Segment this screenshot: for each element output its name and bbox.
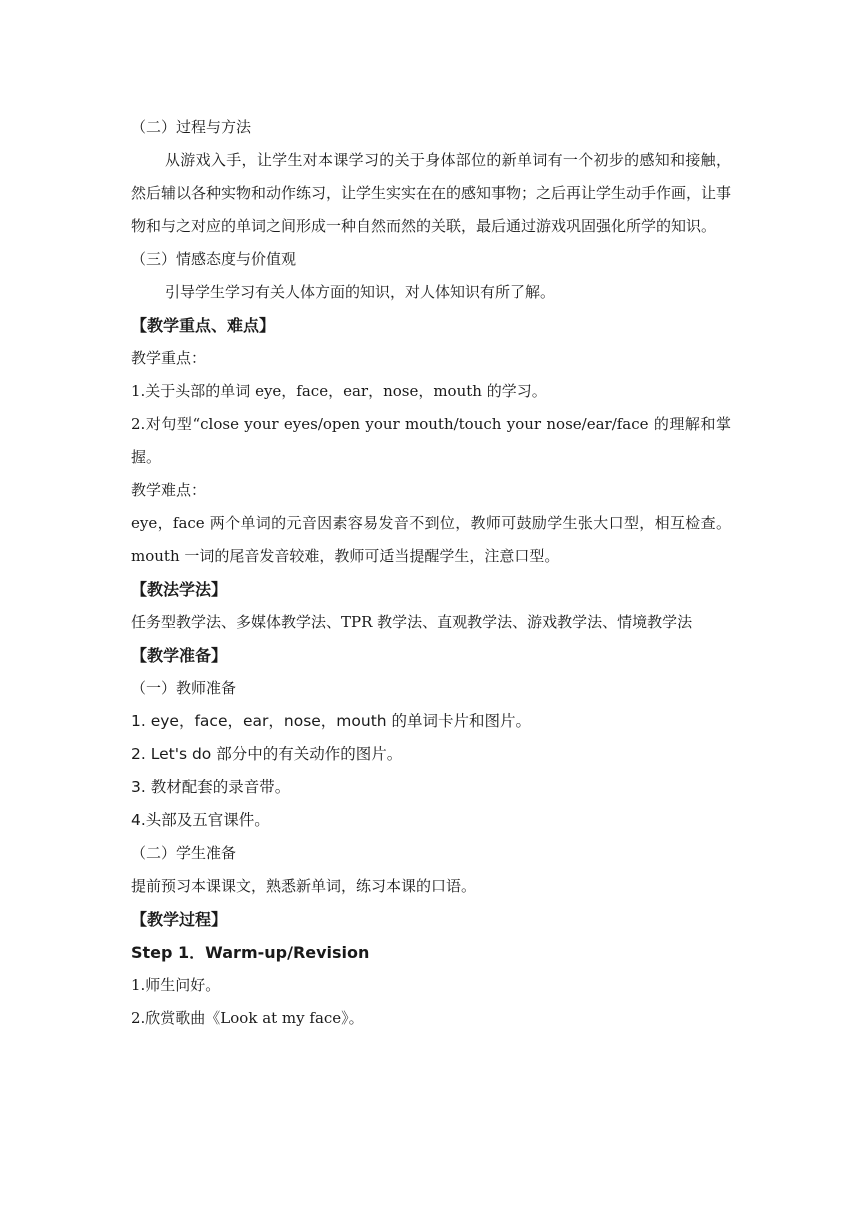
methods-body: 任务型教学法、多媒体教学法、TPR 教学法、直观教学法、游戏教学法、情境教学法 (131, 613, 693, 631)
section-emotion-title: （三）情感态度与价值观 (131, 250, 297, 268)
step1-item-1: 1.师生问好。 (131, 976, 221, 994)
key-points-label: 教学重点： (131, 349, 207, 367)
teacher-prep-title: （一）教师准备 (131, 679, 237, 697)
prep-heading: 【教学准备】 (131, 646, 228, 665)
teacher-prep-item-1: 1. eye，face，ear，nose，mouth 的单词卡片和图片。 (131, 712, 532, 730)
student-prep-title: （二）学生准备 (131, 844, 237, 862)
student-prep-body: 提前预习本课课文，熟悉新单词，练习本课的口语。 (131, 877, 477, 895)
teacher-prep-item-4: 4.头部及五官课件。 (131, 811, 270, 829)
teacher-prep-item-3: 3. 教材配套的录音带。 (131, 778, 291, 796)
key-point-2: 2.对句型“close your eyes/open your mouth/touch your nose/ear/face 的理解和掌握。 (131, 415, 731, 466)
step1-title: Step 1．Warm-up/Revision (131, 943, 370, 962)
difficult-body: eye，face 两个单词的元音因素容易发音不到位，教师可鼓励学生张大口型，相互检查。mouth 一词的尾音发音较难，教师可适当提醒学生，注意口型。 (131, 514, 731, 565)
step1-item-2: 2.欣赏歌曲《Look at my face》。 (131, 1009, 364, 1027)
section-emotion-body: 引导学生学习有关人体方面的知识，对人体知识有所了解。 (165, 283, 556, 301)
key-point-1: 1.关于头部的单词 eye，face，ear，nose，mouth 的学习。 (131, 382, 547, 400)
key-points-heading: 【教学重点、难点】 (131, 316, 276, 335)
teacher-prep-item-2: 2. Let's do 部分中的有关动作的图片。 (131, 745, 403, 763)
section-process-body: 从游戏入手，让学生对本课学习的关于身体部位的新单词有一个初步的感知和接触，然后辅以各种实物和动作练习，让学生实实在在的感知事物；之后再让学生动手作画，让事物和与之对应的单词之间形成一种自然而然的关联，最后通过游戏巩固强化所学的知识。 (131, 151, 732, 235)
difficult-label: 教学难点： (131, 481, 207, 499)
methods-heading: 【教法学法】 (131, 580, 228, 599)
document-body (131, 111, 731, 1035)
process-heading: 【教学过程】 (131, 910, 228, 929)
section-process-title: （二）过程与方法 (131, 118, 252, 136)
